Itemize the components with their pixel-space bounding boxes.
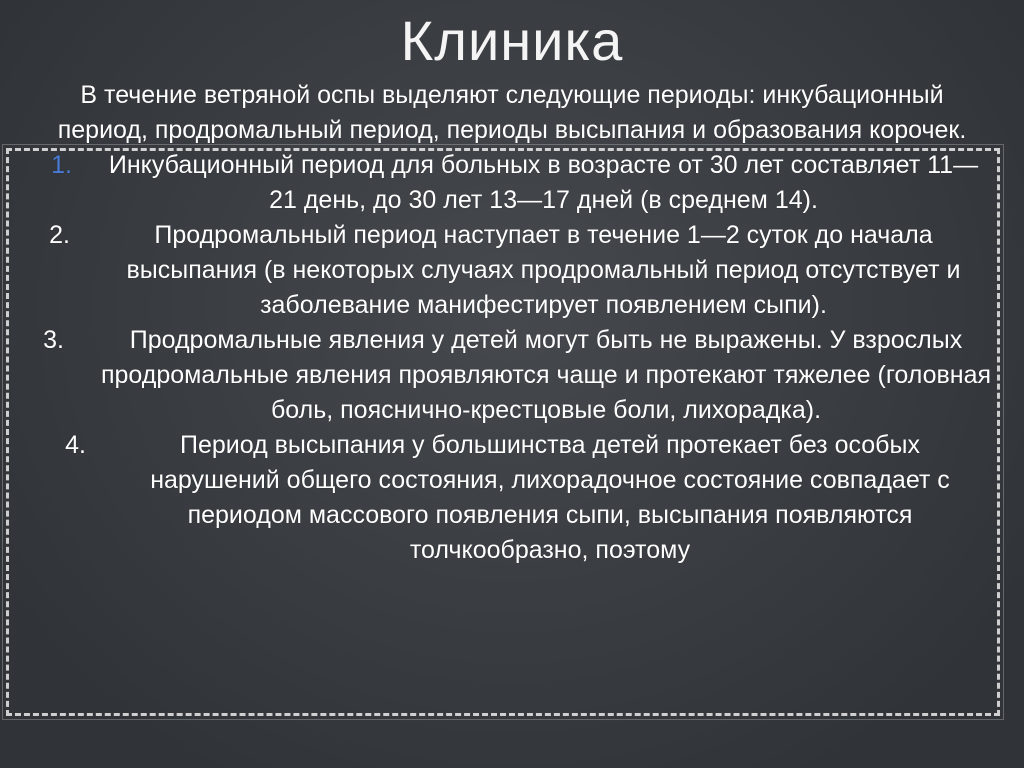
list-item-text: Период высыпания у большинства детей протекает без особых нарушений общего состояния, лихорадочное состояние совпадает с периодом массового появления сыпи, высыпания появляются толчкообразно, поэтому	[150, 431, 950, 564]
slide-title: Клиника	[400, 9, 624, 72]
list-item-text: Продромальный период наступает в течение 1—2 суток до начала высыпания (в некоторых случаях продромальный период отсутствует и заболевание манифестирует появлением сыпи).	[126, 221, 961, 319]
slide-content	[0, 78, 1024, 568]
list-item-2	[0, 218, 1024, 323]
list-item-3	[0, 323, 1024, 428]
list-item-number: 2.	[49, 221, 70, 249]
list-item-1	[0, 148, 1024, 218]
list-item-number: 4.	[65, 431, 86, 459]
list-item-text: Инкубационный период для больных в возрасте от 30 лет составляет 11—21 день, до 30 лет 13—17 дней (в среднем 14).	[108, 151, 979, 214]
list-item-4	[0, 428, 1024, 568]
intro-paragraph: В течение ветряной оспы выделяют следующие периоды: инкубационный период, продромальный период, периоды высыпания и образования корочек.	[57, 81, 967, 144]
list-item-number: 1.	[51, 151, 72, 179]
list-item-number: 3.	[43, 326, 64, 354]
list-item-text: Продромальные явления у детей могут быть не выражены. У взрослых продромальные явления проявляются чаще и протекают тяжелее (головная боль, пояснично-крестцовые боли, лихорадка).	[100, 326, 992, 424]
